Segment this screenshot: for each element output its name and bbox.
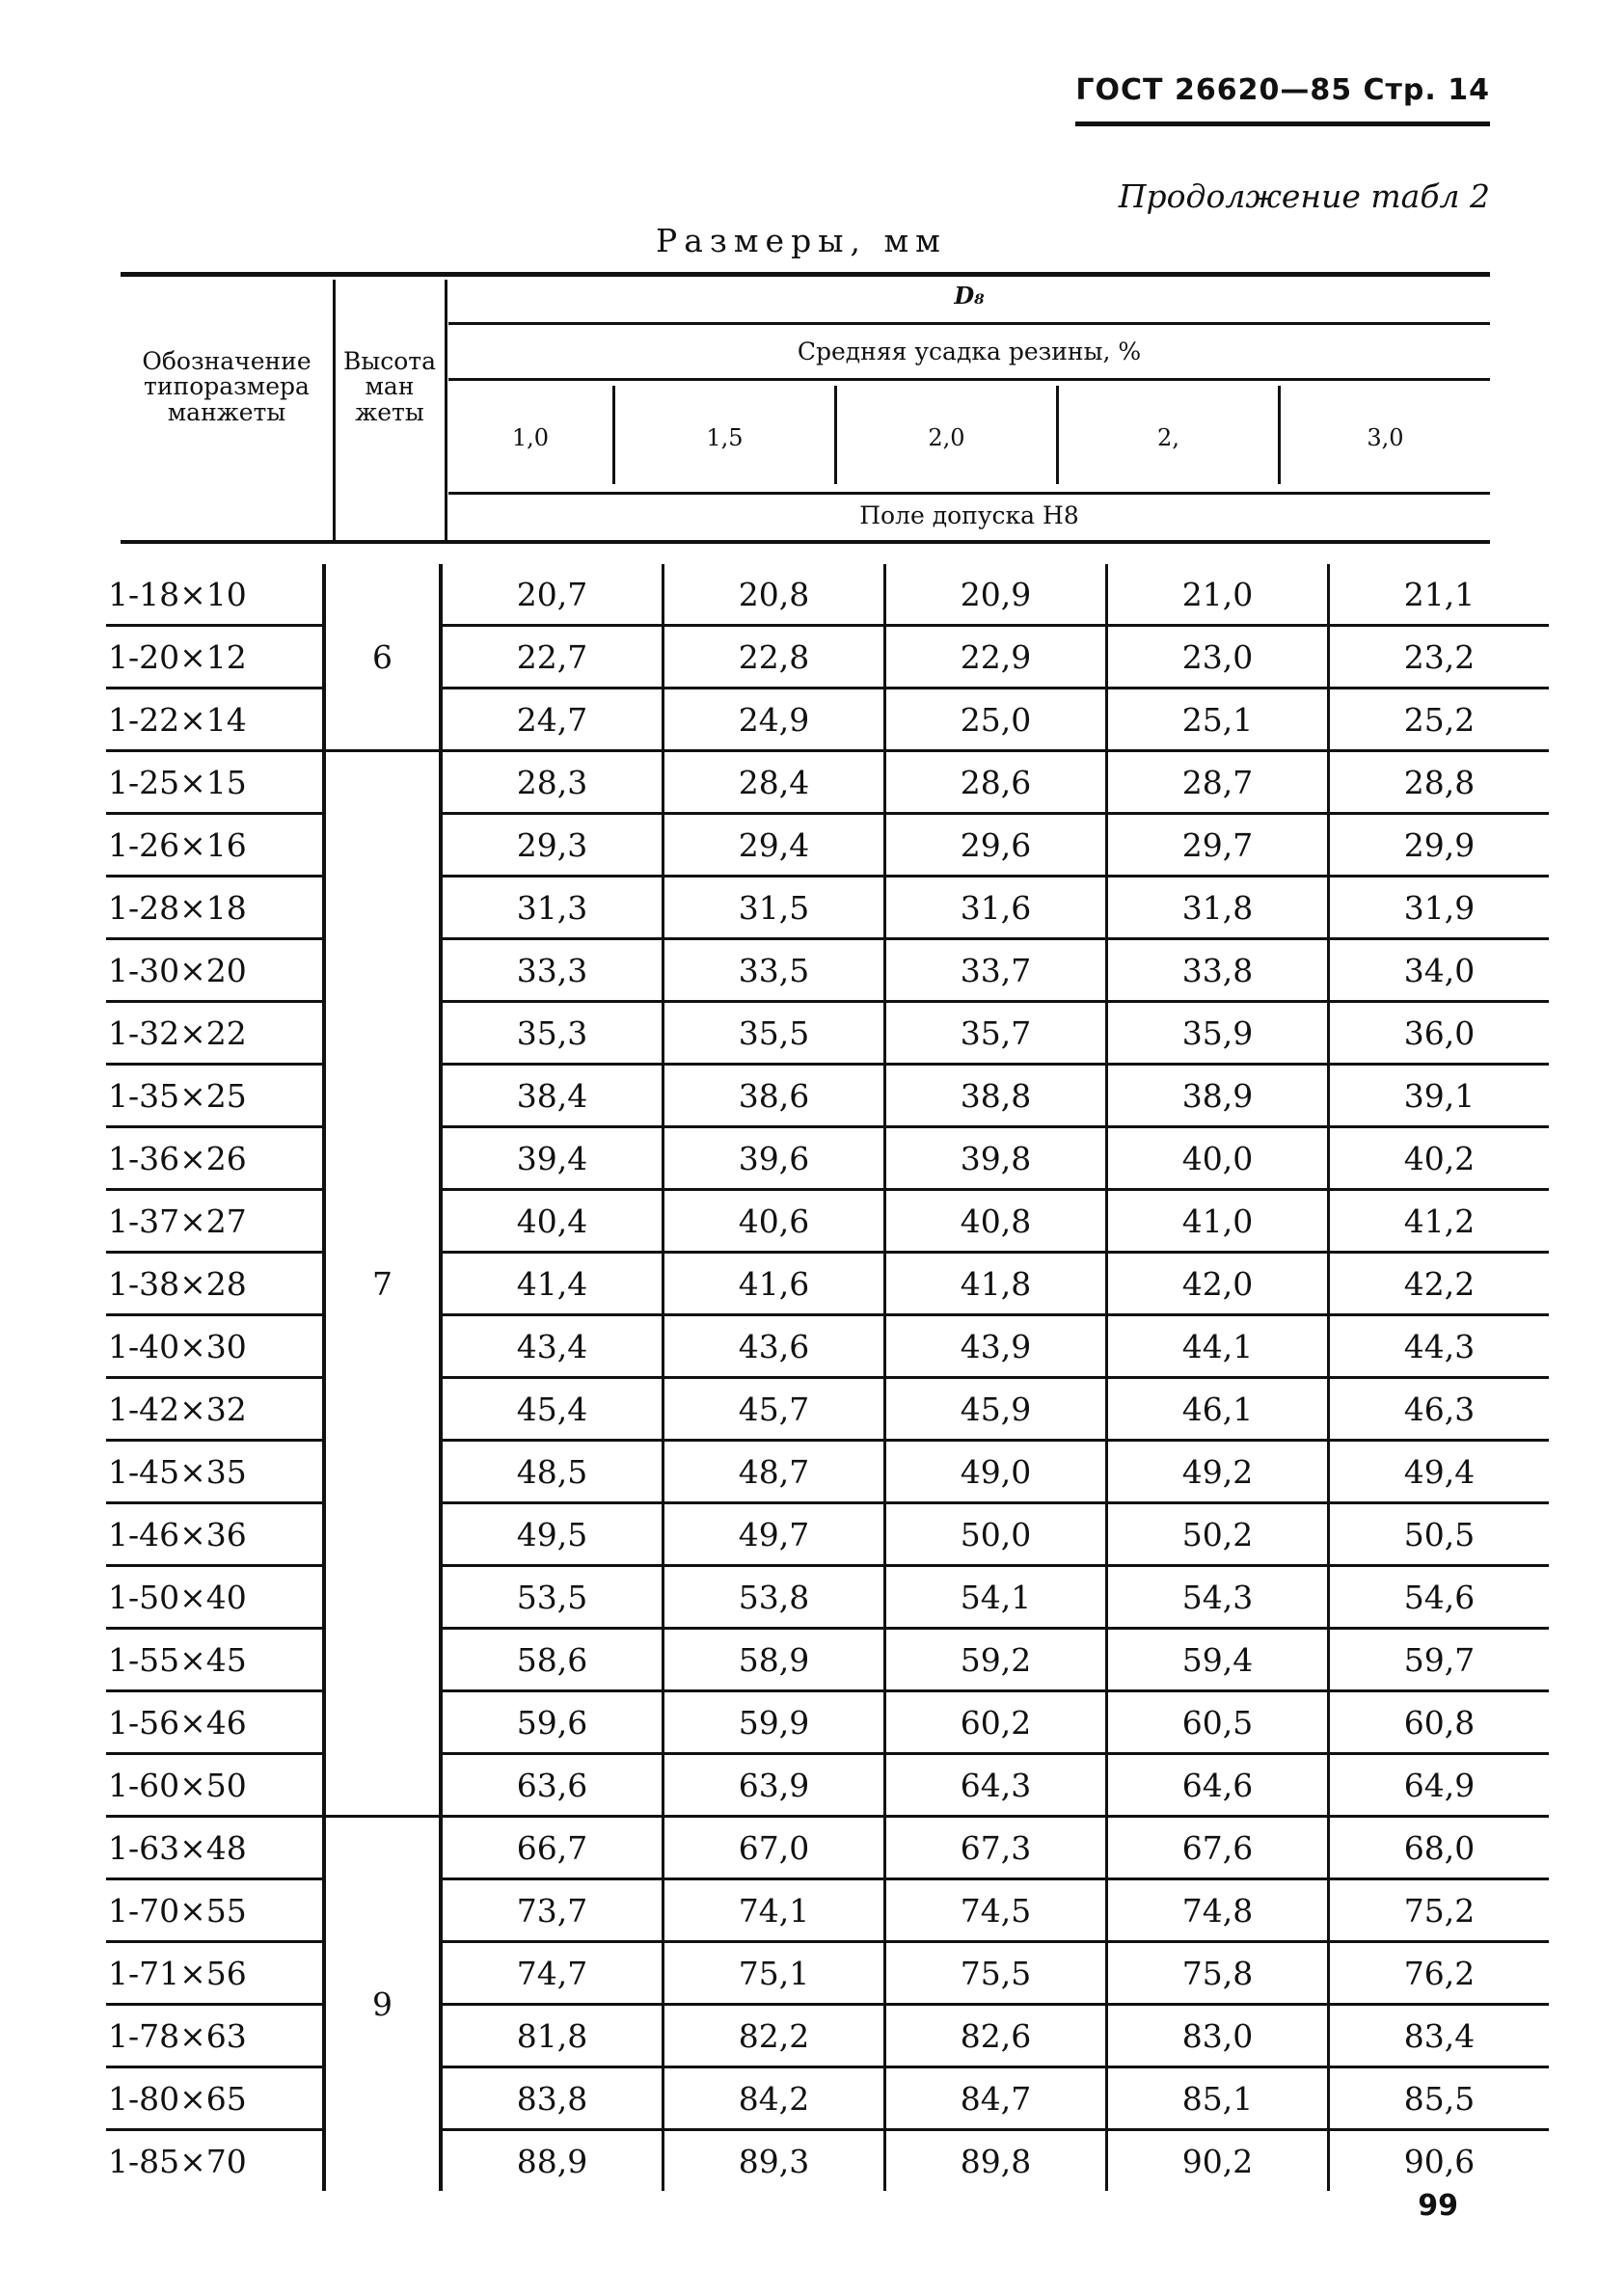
table-row — [106, 1315, 1549, 1378]
value-cell: 28,4 — [664, 751, 885, 814]
value-cell: 41,6 — [664, 1253, 885, 1315]
value-cell: 73,7 — [441, 1879, 664, 1942]
designation-cell: 1-35×25 — [106, 1065, 324, 1127]
value-cell: 42,2 — [1329, 1253, 1550, 1315]
value-cell: 29,9 — [1329, 814, 1550, 877]
value-cell: 58,6 — [441, 1629, 664, 1691]
table-row — [106, 1629, 1549, 1691]
table-top-rule — [121, 272, 1490, 277]
value-cell: 85,1 — [1107, 2067, 1329, 2130]
value-cell: 45,9 — [885, 1378, 1107, 1441]
designation-cell: 1-22×14 — [106, 689, 324, 751]
table-row — [106, 1127, 1549, 1190]
value-cell: 28,8 — [1329, 751, 1550, 814]
value-cell: 75,5 — [885, 1942, 1107, 2005]
value-cell: 83,8 — [441, 2067, 664, 2130]
value-cell: 23,2 — [1329, 626, 1550, 689]
header-divider — [445, 280, 447, 542]
value-cell: 48,5 — [441, 1441, 664, 1503]
value-cell: 64,3 — [885, 1754, 1107, 1817]
value-cell: 24,7 — [441, 689, 664, 751]
designation-cell: 1-63×48 — [106, 1817, 324, 1879]
continuation-label: Продолжение табл 2 — [1118, 177, 1490, 215]
table-row — [106, 2067, 1549, 2130]
value-cell: 90,2 — [1107, 2130, 1329, 2192]
designation-cell: 1-85×70 — [108, 2142, 247, 2180]
value-cell: 74,8 — [1107, 1879, 1329, 1942]
value-cell: 38,4 — [441, 1065, 664, 1127]
value-cell: 75,1 — [664, 1942, 885, 2005]
designation-cell: 1-50×40 — [106, 1566, 324, 1629]
col-height-header: Высота ман жеты — [342, 347, 437, 426]
value-cell: 40,8 — [885, 1190, 1107, 1253]
value-cell: 38,6 — [664, 1065, 885, 1127]
value-cell: 48,7 — [664, 1441, 885, 1503]
designation-cell: 1-25×15 — [106, 751, 324, 814]
value-cell: 20,8 — [664, 564, 885, 626]
table-row — [106, 564, 1549, 626]
value-cell: 43,9 — [885, 1315, 1107, 1378]
value-cell: 22,9 — [885, 626, 1107, 689]
header-rule — [448, 492, 1490, 495]
value-cell: 74,5 — [885, 1879, 1107, 1942]
table-row — [106, 1190, 1549, 1253]
value-cell: 82,6 — [885, 2005, 1107, 2067]
value-cell: 59,6 — [441, 1691, 664, 1754]
value-cell: 81,8 — [441, 2005, 664, 2067]
value-cell: 38,8 — [885, 1065, 1107, 1127]
value-cell: 49,2 — [1107, 1441, 1329, 1503]
table-row — [106, 1691, 1549, 1754]
value-cell: 44,3 — [1329, 1315, 1550, 1378]
designation-cell: 1-30×20 — [106, 939, 324, 1002]
value-cell: 31,8 — [1107, 877, 1329, 939]
value-cell: 89,8 — [885, 2130, 1107, 2192]
designation-cell: 1-37×27 — [106, 1190, 324, 1253]
dimensions-table — [106, 564, 1549, 2191]
designation-cell: 1-70×55 — [106, 1879, 324, 1942]
value-cell: 83,4 — [1329, 2005, 1550, 2067]
value-cell: 67,3 — [885, 1817, 1107, 1879]
value-cell: 39,8 — [885, 1127, 1107, 1190]
tolerance-header: Поле допуска H8 — [859, 501, 1079, 529]
value-cell: 49,7 — [664, 1503, 885, 1566]
value-cell: 20,7 — [441, 564, 664, 626]
designation-cell: 1-28×18 — [106, 877, 324, 939]
value-cell: 31,3 — [441, 877, 664, 939]
value-cell: 54,3 — [1107, 1566, 1329, 1629]
value-cell: 41,8 — [885, 1253, 1107, 1315]
value-cell: 85,5 — [1329, 2067, 1550, 2130]
designation-cell: 1-36×26 — [106, 1127, 324, 1190]
value-cell: 29,4 — [664, 814, 885, 877]
value-cell: 41,0 — [1107, 1190, 1329, 1253]
value-cell: 53,8 — [664, 1566, 885, 1629]
value-cell: 35,3 — [441, 1002, 664, 1065]
page-header: ГОСТ 26620—85 Стр. 14 — [1075, 73, 1490, 107]
table-row — [106, 2005, 1549, 2067]
table-row — [106, 1378, 1549, 1441]
units-caption: Размеры, мм — [656, 222, 947, 259]
value-cell: 67,0 — [664, 1817, 885, 1879]
value-cell: 54,1 — [885, 1566, 1107, 1629]
value-cell: 64,6 — [1107, 1754, 1329, 1817]
table-row — [106, 1942, 1549, 2005]
table-row — [106, 751, 1549, 814]
value-cell: 33,5 — [664, 939, 885, 1002]
table-row — [106, 1441, 1549, 1503]
value-cell: 64,9 — [1329, 1754, 1550, 1817]
value-cell: 46,3 — [1329, 1378, 1550, 1441]
value-cell: 33,8 — [1107, 939, 1329, 1002]
value-cell: 45,7 — [664, 1378, 885, 1441]
value-cell: 36,0 — [1329, 1002, 1550, 1065]
value-cell: 31,6 — [885, 877, 1107, 939]
value-cell: 28,7 — [1107, 751, 1329, 814]
value-cell: 63,6 — [441, 1754, 664, 1817]
value-cell: 28,6 — [885, 751, 1107, 814]
value-cell: 53,5 — [441, 1566, 664, 1629]
value-cell: 67,6 — [1107, 1817, 1329, 1879]
height-cell: 6 — [324, 564, 441, 751]
table-row — [106, 1065, 1549, 1127]
value-cell: 50,5 — [1329, 1503, 1550, 1566]
value-cell: 43,6 — [664, 1315, 885, 1378]
table-row — [106, 1002, 1549, 1065]
value-cell: 22,7 — [441, 626, 664, 689]
value-cell: 21,0 — [1107, 564, 1329, 626]
table-row — [106, 1503, 1549, 1566]
value-cell: 33,3 — [441, 939, 664, 1002]
value-cell: 29,3 — [441, 814, 664, 877]
value-cell: 60,8 — [1329, 1691, 1550, 1754]
value-cell: 49,5 — [441, 1503, 664, 1566]
value-cell: 39,6 — [664, 1127, 885, 1190]
shrink-col-1: 1,0 — [511, 424, 550, 451]
designation-cell: 1-32×22 — [106, 1002, 324, 1065]
value-cell: 59,9 — [664, 1691, 885, 1754]
designation-cell: 1-18×10 — [106, 564, 324, 626]
table-row — [106, 689, 1549, 751]
designation-cell: 1-38×28 — [106, 1253, 324, 1315]
table-row — [106, 1879, 1549, 1942]
designation-cell: 1-20×12 — [106, 626, 324, 689]
designation-cell: 1-78×63 — [106, 2005, 324, 2067]
value-cell: 33,7 — [885, 939, 1107, 1002]
header-rule — [448, 378, 1490, 381]
shrink-col-2: 1,5 — [706, 424, 744, 451]
value-cell: 68,0 — [1329, 1817, 1550, 1879]
value-cell: 25,0 — [885, 689, 1107, 751]
value-cell: 39,1 — [1329, 1065, 1550, 1127]
value-cell: 46,1 — [1107, 1378, 1329, 1441]
value-cell: 59,4 — [1107, 1629, 1329, 1691]
value-cell: 40,4 — [441, 1190, 664, 1253]
value-cell: 29,7 — [1107, 814, 1329, 877]
d8-group-header: D₈ — [954, 282, 985, 310]
value-cell: 49,0 — [885, 1441, 1107, 1503]
table-row — [106, 814, 1549, 877]
value-cell: 29,6 — [885, 814, 1107, 877]
table-row — [106, 939, 1549, 1002]
table-row — [106, 2130, 1549, 2192]
value-cell: 63,9 — [664, 1754, 885, 1817]
designation-cell: 1-42×32 — [106, 1378, 324, 1441]
designation-cell: 1-26×16 — [106, 814, 324, 877]
value-cell: 59,7 — [1329, 1629, 1550, 1691]
value-cell: 59,2 — [885, 1629, 1107, 1691]
designation-cell: 1-71×56 — [106, 1942, 324, 2005]
value-cell: 89,3 — [664, 2130, 885, 2192]
value-cell: 45,4 — [441, 1378, 664, 1441]
height-cell: 7 — [324, 751, 441, 1817]
value-cell: 40,2 — [1329, 1127, 1550, 1190]
header-rule — [448, 322, 1490, 325]
value-cell: 75,2 — [1329, 1879, 1550, 1942]
designation-cell: 1-80×65 — [106, 2067, 324, 2130]
value-cell: 44,1 — [1107, 1315, 1329, 1378]
page-number: 99 — [1418, 2189, 1458, 2223]
designation-cell: 1-40×30 — [106, 1315, 324, 1378]
designation-cell: 1-55×45 — [106, 1629, 324, 1691]
value-cell: 75,8 — [1107, 1942, 1329, 2005]
shrink-col-5: 3,0 — [1367, 424, 1404, 451]
designation-cell: 1-56×46 — [106, 1691, 324, 1754]
value-cell: 35,9 — [1107, 1002, 1329, 1065]
value-cell: 60,5 — [1107, 1691, 1329, 1754]
shrink-group-header: Средняя усадка резины, % — [797, 338, 1142, 365]
value-cell: 41,2 — [1329, 1190, 1550, 1253]
value-cell: 28,3 — [441, 751, 664, 814]
value-cell: 35,5 — [664, 1002, 885, 1065]
col-designation-header: Обозначение типоразмера манжеты — [142, 347, 311, 426]
value-cell: 60,2 — [885, 1691, 1107, 1754]
value-cell: 31,5 — [664, 877, 885, 939]
value-cell: 84,2 — [664, 2067, 885, 2130]
value-cell: 58,9 — [664, 1629, 885, 1691]
table-row — [106, 1817, 1549, 1879]
value-cell: 83,0 — [1107, 2005, 1329, 2067]
shrink-col-4: 2, — [1157, 424, 1179, 451]
value-cell: 21,1 — [1329, 564, 1550, 626]
value-cell: 88,9 — [516, 2142, 588, 2180]
header-bottom-rule — [121, 540, 1490, 544]
value-cell: 50,2 — [1107, 1503, 1329, 1566]
value-cell: 42,0 — [1107, 1253, 1329, 1315]
value-cell: 39,4 — [441, 1127, 664, 1190]
value-cell: 82,2 — [664, 2005, 885, 2067]
value-cell: 24,9 — [664, 689, 885, 751]
designation-cell: 1-60×50 — [106, 1754, 324, 1817]
height-cell: 9 — [324, 1817, 441, 2192]
value-cell: 54,6 — [1329, 1566, 1550, 1629]
value-cell: 41,4 — [441, 1253, 664, 1315]
value-cell: 34,0 — [1329, 939, 1550, 1002]
value-cell: 66,7 — [441, 1817, 664, 1879]
table-row — [106, 1754, 1549, 1817]
value-cell: 84,7 — [885, 2067, 1107, 2130]
value-cell: 49,4 — [1329, 1441, 1550, 1503]
value-cell: 90,6 — [1329, 2130, 1550, 2192]
value-cell: 38,9 — [1107, 1065, 1329, 1127]
table-row — [106, 1566, 1549, 1629]
value-cell: 43,4 — [441, 1315, 664, 1378]
table-row — [106, 877, 1549, 939]
value-cell: 25,1 — [1107, 689, 1329, 751]
value-cell: 40,0 — [1107, 1127, 1329, 1190]
value-cell: 22,8 — [664, 626, 885, 689]
table-row — [106, 1253, 1549, 1315]
value-cell: 50,0 — [885, 1503, 1107, 1566]
shrink-col-3: 2,0 — [928, 424, 965, 451]
header-rule — [1075, 122, 1490, 126]
designation-cell: 1-45×35 — [106, 1441, 324, 1503]
designation-cell: 1-46×36 — [106, 1503, 324, 1566]
value-cell: 20,9 — [885, 564, 1107, 626]
value-cell: 74,1 — [664, 1879, 885, 1942]
table-row — [106, 626, 1549, 689]
value-cell: 40,6 — [664, 1190, 885, 1253]
value-cell: 35,7 — [885, 1002, 1107, 1065]
value-cell: 23,0 — [1107, 626, 1329, 689]
value-cell: 31,9 — [1329, 877, 1550, 939]
value-cell: 25,2 — [1329, 689, 1550, 751]
value-cell: 74,7 — [441, 1942, 664, 2005]
value-cell: 76,2 — [1329, 1942, 1550, 2005]
